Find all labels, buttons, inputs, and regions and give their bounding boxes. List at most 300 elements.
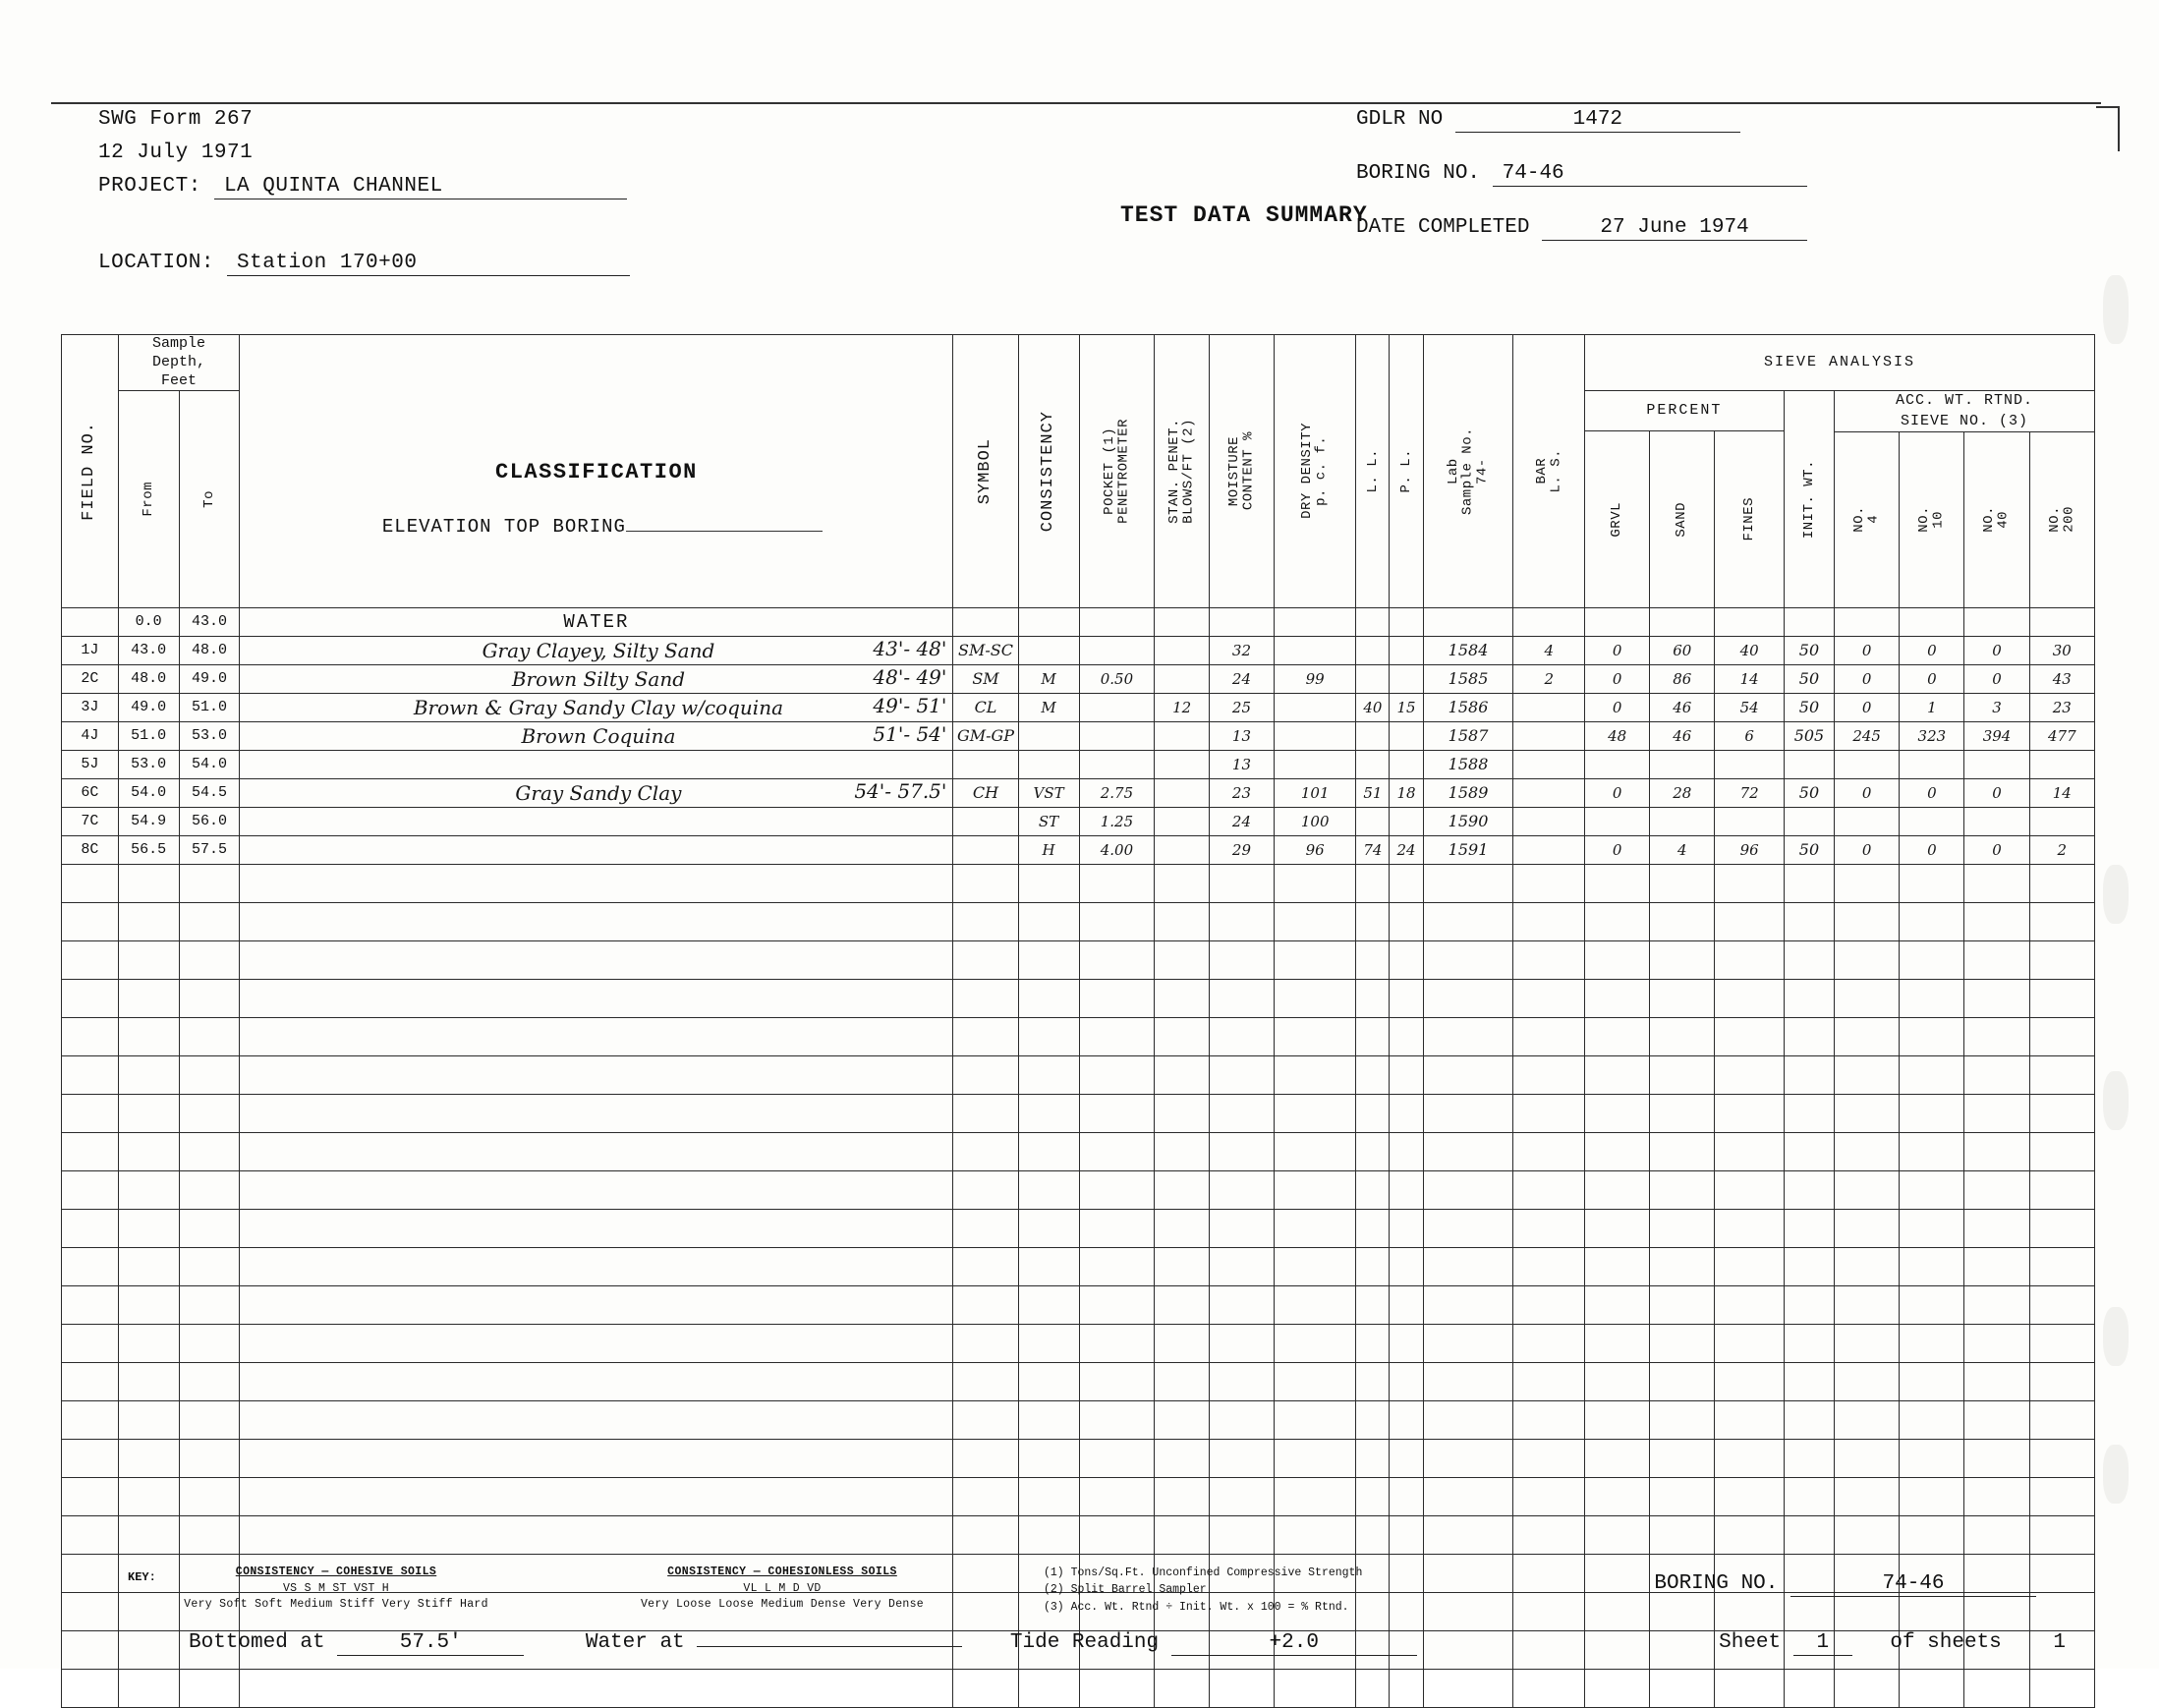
empty-cell (1423, 1017, 1513, 1055)
soil-description: Brown Silty Sand (511, 666, 686, 691)
empty-cell (1018, 1017, 1079, 1055)
depth-range: 49'- 51' (873, 693, 947, 717)
cell-symbol: CH (953, 778, 1018, 807)
empty-cell (118, 1362, 179, 1400)
cell-lab: 1589 (1423, 778, 1513, 807)
empty-cell (1209, 979, 1274, 1017)
empty-cell (953, 1324, 1018, 1362)
empty-cell (1275, 1324, 1356, 1362)
empty-cell (1835, 1515, 1900, 1554)
table-row-empty (62, 1477, 2095, 1515)
empty-cell (1079, 1362, 1155, 1400)
cell-from: 49.0 (118, 693, 179, 721)
empty-cell (1835, 1362, 1900, 1400)
empty-cell (1390, 1285, 1423, 1324)
empty-cell (1513, 1209, 1585, 1247)
cell-bar (1513, 607, 1585, 636)
empty-cell (179, 1017, 240, 1055)
cell-consistency: ST (1018, 807, 1079, 835)
cell-field-no (62, 607, 119, 636)
empty-cell (1784, 1017, 1834, 1055)
col-sieve-no-10: NO. 10 (1900, 431, 1964, 607)
cell-n40: 3 (1964, 693, 2029, 721)
empty-cell (1650, 1477, 1715, 1515)
cell-from: 53.0 (118, 750, 179, 778)
empty-cell (1155, 1515, 1210, 1554)
cell-n200: 30 (2029, 636, 2094, 664)
empty-cell (1423, 1094, 1513, 1132)
page-smudge (2103, 1071, 2129, 1130)
empty-cell (1964, 902, 2029, 940)
cell-n40: 0 (1964, 664, 2029, 693)
empty-cell (1784, 1400, 1834, 1439)
empty-cell (1155, 902, 1210, 940)
cohesionless-abbr: VL L M D VD (743, 1581, 822, 1595)
cell-n4: 0 (1835, 664, 1900, 693)
empty-cell (1079, 979, 1155, 1017)
empty-cell (62, 1439, 119, 1477)
empty-cell (1390, 1055, 1423, 1094)
table-row (62, 693, 2095, 721)
cell-lab: 1585 (1423, 664, 1513, 693)
cell-bar (1513, 693, 1585, 721)
cell-n200 (2029, 750, 2094, 778)
water-label: WATER (563, 610, 630, 633)
empty-cell (1964, 1362, 2029, 1400)
empty-cell (240, 1247, 953, 1285)
empty-cell (1835, 864, 1900, 902)
cell-ll (1356, 607, 1390, 636)
empty-cell (1423, 1592, 1513, 1630)
cell-from: 56.5 (118, 835, 179, 864)
empty-cell (1155, 1362, 1210, 1400)
empty-cell (1585, 1209, 1650, 1247)
table-row (62, 835, 2095, 864)
empty-cell (62, 1400, 119, 1439)
empty-cell (2029, 1592, 2094, 1630)
row-classification (240, 750, 953, 778)
page-smudge (2103, 1307, 2129, 1366)
empty-cell (1390, 1515, 1423, 1554)
empty-cell (1356, 1669, 1390, 1707)
empty-cell (1079, 1132, 1155, 1170)
cell-sand (1650, 807, 1715, 835)
empty-cell (179, 1362, 240, 1400)
empty-cell (1650, 1209, 1715, 1247)
empty-cell (1964, 1055, 2029, 1094)
empty-cell (1650, 1017, 1715, 1055)
cell-ll (1356, 807, 1390, 835)
empty-cell (1900, 1094, 1964, 1132)
empty-cell (1079, 1324, 1155, 1362)
empty-cell (1209, 1247, 1274, 1285)
empty-cell (1079, 864, 1155, 902)
col-sieve-no-4: NO. 4 (1835, 431, 1900, 607)
empty-cell (62, 1477, 119, 1515)
empty-cell (1079, 1285, 1155, 1324)
empty-cell (1650, 1439, 1715, 1477)
empty-cell (1784, 979, 1834, 1017)
cell-init (1784, 607, 1834, 636)
soil-description: Gray Sandy Clay (515, 780, 682, 805)
empty-cell (240, 1400, 953, 1439)
row-classification (240, 721, 953, 750)
cell-pocket (1079, 693, 1155, 721)
empty-cell (1900, 1669, 1964, 1707)
cell-n40: 0 (1964, 835, 2029, 864)
table-row-empty (62, 940, 2095, 979)
cell-field-no: 7C (62, 807, 119, 835)
empty-cell (1585, 1247, 1650, 1285)
cell-pocket: 2.75 (1079, 778, 1155, 807)
empty-cell (1390, 1170, 1423, 1209)
empty-cell (953, 1515, 1018, 1554)
cell-moisture: 23 (1209, 778, 1274, 807)
empty-cell (1900, 1477, 1964, 1515)
empty-cell (62, 1170, 119, 1209)
table-row-empty (62, 1094, 2095, 1132)
empty-cell (1390, 1439, 1423, 1477)
empty-cell (1900, 1209, 1964, 1247)
empty-cell (1784, 1132, 1834, 1170)
empty-cell (1356, 1132, 1390, 1170)
cell-sand: 86 (1650, 664, 1715, 693)
cell-sand: 28 (1650, 778, 1715, 807)
row-classification (240, 778, 953, 807)
empty-cell (1356, 940, 1390, 979)
empty-cell (1513, 1400, 1585, 1439)
empty-cell (1900, 1592, 1964, 1630)
empty-cell (1585, 1055, 1650, 1094)
row-classification (240, 664, 953, 693)
table-row-empty (62, 902, 2095, 940)
cell-bar: 2 (1513, 664, 1585, 693)
empty-cell (1715, 1477, 1784, 1515)
empty-cell (1835, 940, 1900, 979)
empty-cell (1018, 1209, 1079, 1247)
cell-pl (1390, 636, 1423, 664)
empty-cell (2029, 1285, 2094, 1324)
empty-cell (1155, 1324, 1210, 1362)
empty-cell (179, 1094, 240, 1132)
gdlr-row (1356, 108, 2103, 162)
empty-cell (62, 940, 119, 979)
cell-bar (1513, 807, 1585, 835)
cell-n10: 0 (1900, 664, 1964, 693)
empty-cell (1356, 1477, 1390, 1515)
cell-n200: 477 (2029, 721, 2094, 750)
empty-cell (1275, 1170, 1356, 1209)
cell-n4 (1835, 807, 1900, 835)
empty-cell (1585, 1324, 1650, 1362)
empty-cell (1390, 1362, 1423, 1400)
cell-field-no: 2C (62, 664, 119, 693)
cell-n10 (1900, 607, 1964, 636)
empty-cell (179, 1515, 240, 1554)
cell-init: 50 (1784, 778, 1834, 807)
empty-cell (1650, 1055, 1715, 1094)
cell-symbol: GM-GP (953, 721, 1018, 750)
col-liquid-limit: L. L. (1356, 335, 1390, 608)
cell-stan (1155, 807, 1210, 835)
empty-cell (953, 1094, 1018, 1132)
empty-cell (179, 1285, 240, 1324)
cell-moisture: 13 (1209, 750, 1274, 778)
depth-range: 43'- 48' (873, 636, 947, 660)
empty-cell (1900, 1170, 1964, 1209)
empty-cell (1513, 1515, 1585, 1554)
empty-cell (1835, 1477, 1900, 1515)
document-header (59, 108, 2103, 324)
cell-sand: 46 (1650, 693, 1715, 721)
cell-grvl (1585, 807, 1650, 835)
col-stan-penet: STAN. PENET. BLOWS/FT (2) (1155, 335, 1210, 608)
empty-cell (179, 1170, 240, 1209)
empty-cell (1650, 1285, 1715, 1324)
cell-field-no: 3J (62, 693, 119, 721)
empty-cell (1209, 1285, 1274, 1324)
cell-consistency: VST (1018, 778, 1079, 807)
empty-cell (1155, 864, 1210, 902)
cell-init: 505 (1784, 721, 1834, 750)
empty-cell (1585, 1170, 1650, 1209)
project-value: LA QUINTA CHANNEL (214, 175, 627, 199)
cell-moisture: 25 (1209, 693, 1274, 721)
empty-cell (118, 902, 179, 940)
cell-sand: 4 (1650, 835, 1715, 864)
of-sheets-label: of sheets (1890, 1631, 2002, 1654)
empty-cell (1155, 1017, 1210, 1055)
empty-cell (179, 1132, 240, 1170)
empty-cell (1018, 940, 1079, 979)
table-row-empty (62, 1055, 2095, 1094)
empty-cell (240, 1285, 953, 1324)
empty-cell (1900, 1439, 1964, 1477)
footnote-1: (1) Tons/Sq.Ft. Unconfined Compressive Strength (1044, 1566, 1363, 1579)
empty-cell (1650, 1324, 1715, 1362)
cell-n200: 43 (2029, 664, 2094, 693)
empty-cell (1390, 940, 1423, 979)
cell-n4: 0 (1835, 835, 1900, 864)
empty-cell (2029, 1017, 2094, 1055)
empty-cell (1423, 1477, 1513, 1515)
empty-cell (179, 979, 240, 1017)
empty-cell (1275, 1439, 1356, 1477)
empty-cell (118, 1017, 179, 1055)
empty-cell (1835, 1439, 1900, 1477)
empty-cell (2029, 1324, 2094, 1362)
empty-cell (118, 1094, 179, 1132)
empty-cell (1275, 1285, 1356, 1324)
cell-pl (1390, 664, 1423, 693)
cell-pocket (1079, 607, 1155, 636)
footnotes (1044, 1565, 1362, 1616)
empty-cell (1784, 1324, 1834, 1362)
cell-grvl: 0 (1585, 636, 1650, 664)
empty-cell (1715, 1247, 1784, 1285)
empty-cell (1209, 1477, 1274, 1515)
cohesive-title: CONSISTENCY — COHESIVE SOILS (235, 1566, 437, 1578)
footer-boring-no (1654, 1572, 2036, 1597)
empty-cell (1964, 1209, 2029, 1247)
cell-density (1275, 607, 1356, 636)
empty-cell (1390, 1477, 1423, 1515)
table-row (62, 607, 2095, 636)
empty-cell (1715, 1592, 1784, 1630)
table-row-empty (62, 1324, 2095, 1362)
cell-to: 54.0 (179, 750, 240, 778)
empty-cell (953, 1285, 1018, 1324)
empty-cell (118, 1669, 179, 1707)
table-row (62, 636, 2095, 664)
empty-cell (1964, 1592, 2029, 1630)
cell-moisture: 24 (1209, 664, 1274, 693)
col-moisture-content: MOISTURE CONTENT % (1209, 335, 1274, 608)
sheet-info (1719, 1631, 2066, 1656)
empty-cell (2029, 1132, 2094, 1170)
empty-cell (1390, 1247, 1423, 1285)
bottomed-at-value: 57.5' (337, 1631, 524, 1656)
gdlr-label: GDLR NO (1356, 108, 1444, 131)
cell-to: 57.5 (179, 835, 240, 864)
cell-n10: 0 (1900, 636, 1964, 664)
cell-n10: 1 (1900, 693, 1964, 721)
test-data-table (61, 334, 2095, 1708)
col-bar-ls: BAR L. S. (1513, 335, 1585, 608)
cell-moisture: 24 (1209, 807, 1274, 835)
empty-cell (1018, 1247, 1079, 1285)
empty-cell (1356, 864, 1390, 902)
empty-cell (1900, 979, 1964, 1017)
cell-consistency: M (1018, 693, 1079, 721)
empty-cell (2029, 1400, 2094, 1439)
empty-cell (1900, 902, 1964, 940)
empty-cell (1835, 1209, 1900, 1247)
empty-cell (1835, 1247, 1900, 1285)
cell-symbol (953, 835, 1018, 864)
empty-cell (1585, 1554, 1650, 1592)
empty-cell (1650, 979, 1715, 1017)
empty-cell (953, 1209, 1018, 1247)
col-depth-to: To (179, 391, 240, 608)
cell-moisture (1209, 607, 1274, 636)
empty-cell (1423, 1132, 1513, 1170)
empty-cell (1275, 1055, 1356, 1094)
empty-cell (1513, 1554, 1585, 1592)
cell-from: 54.9 (118, 807, 179, 835)
soil-description: Gray Clayey, Silty Sand (482, 638, 715, 662)
empty-cell (62, 1324, 119, 1362)
cell-to: 53.0 (179, 721, 240, 750)
cell-lab: 1590 (1423, 807, 1513, 835)
empty-cell (1585, 1592, 1650, 1630)
empty-cell (1423, 1324, 1513, 1362)
row-classification (240, 835, 953, 864)
cell-to: 48.0 (179, 636, 240, 664)
cell-grvl: 0 (1585, 693, 1650, 721)
cell-symbol (953, 750, 1018, 778)
empty-cell (62, 1132, 119, 1170)
empty-cell (1356, 902, 1390, 940)
empty-cell (240, 1324, 953, 1362)
cell-moisture: 29 (1209, 835, 1274, 864)
empty-cell (1018, 1285, 1079, 1324)
empty-cell (1964, 1324, 2029, 1362)
cell-fines (1715, 807, 1784, 835)
cell-fines: 6 (1715, 721, 1784, 750)
cell-field-no: 4J (62, 721, 119, 750)
empty-cell (1155, 1400, 1210, 1439)
empty-cell (118, 1055, 179, 1094)
depth-range: 48'- 49' (873, 664, 947, 689)
empty-cell (2029, 979, 2094, 1017)
empty-cell (1390, 1209, 1423, 1247)
empty-cell (1964, 1477, 2029, 1515)
row-classification (240, 807, 953, 835)
empty-cell (1715, 1209, 1784, 1247)
cell-n4: 0 (1835, 636, 1900, 664)
cell-to: 54.5 (179, 778, 240, 807)
cell-from: 0.0 (118, 607, 179, 636)
empty-cell (1209, 864, 1274, 902)
empty-cell (240, 1515, 953, 1554)
gdlr-value: 1472 (1455, 108, 1740, 133)
table-row-empty (62, 1132, 2095, 1170)
empty-cell (1585, 1094, 1650, 1132)
empty-cell (1585, 864, 1650, 902)
empty-cell (1079, 1439, 1155, 1477)
empty-cell (240, 902, 953, 940)
cell-pocket: 4.00 (1079, 835, 1155, 864)
tide-reading-label: Tide Reading (1009, 1631, 1160, 1654)
empty-cell (1715, 1094, 1784, 1132)
empty-cell (2029, 1209, 2094, 1247)
empty-cell (1835, 1669, 1900, 1707)
empty-cell (62, 1247, 119, 1285)
empty-cell (1964, 1247, 2029, 1285)
cell-stan (1155, 835, 1210, 864)
header-top-rule (51, 102, 2101, 104)
sheet-label: Sheet (1719, 1631, 1782, 1654)
cell-n200: 2 (2029, 835, 2094, 864)
cell-moisture: 32 (1209, 636, 1274, 664)
empty-cell (1784, 1362, 1834, 1400)
empty-cell (1585, 902, 1650, 940)
empty-cell (1784, 1477, 1834, 1515)
empty-cell (953, 1017, 1018, 1055)
empty-cell (240, 1669, 953, 1707)
cell-from: 43.0 (118, 636, 179, 664)
cell-init: 50 (1784, 636, 1834, 664)
empty-cell (1209, 902, 1274, 940)
empty-cell (1650, 1247, 1715, 1285)
cell-n200: 23 (2029, 693, 2094, 721)
col-plastic-limit: P. L. (1390, 335, 1423, 608)
empty-cell (1784, 1209, 1834, 1247)
empty-cell (953, 864, 1018, 902)
empty-cell (118, 1324, 179, 1362)
empty-cell (62, 1055, 119, 1094)
empty-cell (1784, 1439, 1834, 1477)
empty-cell (1585, 1400, 1650, 1439)
empty-cell (240, 864, 953, 902)
empty-cell (1650, 1132, 1715, 1170)
empty-cell (1209, 1362, 1274, 1400)
table-row-empty (62, 1017, 2095, 1055)
cell-fines (1715, 750, 1784, 778)
empty-cell (179, 1669, 240, 1707)
empty-cell (1784, 1669, 1834, 1707)
